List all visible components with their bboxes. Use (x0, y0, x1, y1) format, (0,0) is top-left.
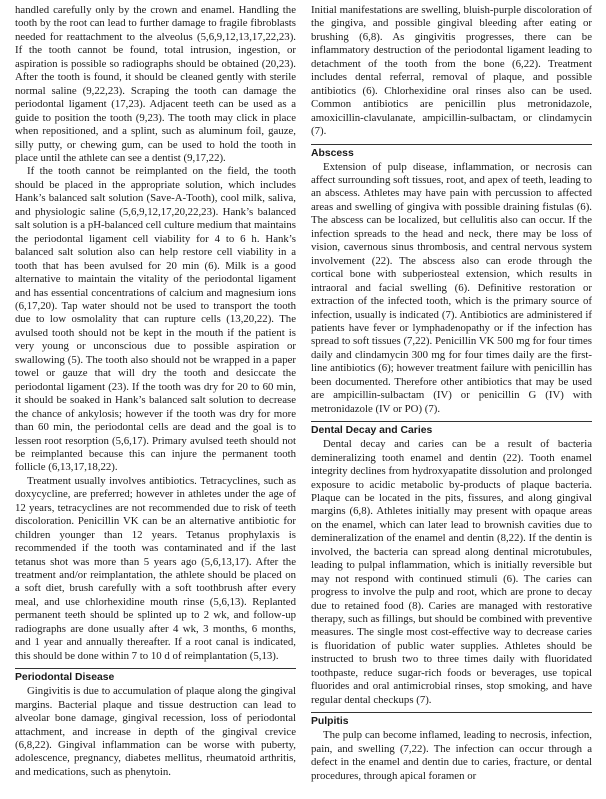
body-paragraph: If the tooth cannot be reimplanted on the field, the tooth should be placed in the appropriate solution, which includes Hank’s balanced salt solution (Save-A-Tooth), cool milk, saliva, and physiologic saline (5,6,9,12,17,20,22,23). Hank’s balanced salt solution is a pH-balanced cell culture medium that maintains the periodontal ligament cell viability for 4 to 6 h. Hank’s balanced salt solution also can help restore cell viability in a tooth that has been avulsed for 20 min (6). Milk is a good alternative to maintain the vitality of the periodontal ligament and has essential concentrations of calcium and magnesium ions (6,17,20). Tap water should not be used to transport the tooth due to low osmolality that can rupture cells (13,20,22). The avulsed tooth should not be kept in the mouth if the patient is very young or unconscious due to possible aspiration or swallowing (5). The tooth also should not be wrapped in a paper towel or gauze that will dry the tooth and desiccate the periodontal ligament (23). If the tooth was dry for 20 to 60 min, it should be soaked in Hank’s balanced salt solution to decrease the chance of ankylosis; however if the tooth was dry for more than 60 min, the periodontal cells are dead and the goal is to lessen root resorption (5,6,17). Primary avulsed teeth should not be reimplanted because this can injure the permanent tooth follicle (6,13,17,18,22). (15, 165, 296, 474)
section-heading-dental-decay: Dental Decay and Caries (311, 421, 592, 437)
body-paragraph: handled carefully only by the crown and enamel. Handling the tooth by the root can lead to further damage to fragile fibroblasts needed for reattachment to the alveolus (5,6,9,12,13,17,22,23). If the tooth cannot be found, total intrusion, ingestion, or aspiration is possible so radiographs should be obtained (20,23). After the tooth is found, it should be cleaned gently with sterile normal saline (9,22,23). Scraping the tooth can damage the periodontal ligament (17,23). Adjacent teeth can be used as a guide to position the tooth (9,23). The tooth may click in place when repositioned, and a splint, such as aluminum foil, gauze, silly putty, or chewing gum, can be used to hold the tooth in place until the athlete can see a dentist (9,17,22). (15, 4, 296, 164)
body-paragraph: Dental decay and caries can be a result of bacteria demineralizing tooth enamel and dentin (22). Tooth enamel integrity declines from hydroxyapatite dissolution and prolonged exposure to acidic metabolic by-products of plaque bacteria. Plaque can be located in the pits, fissures, and along gingival margins (6,8). Athletes initially may present with opaque areas on the enamel, which can later lead to brownish cavities due to demineralization of the enamel and dentin (8,22). If the dentin is involved, the bacteria can spread along dentinal microtubules, leading to pulpal inflammation, which is initially reversible but may not respond with continued stimuli (6). The caries can progress to involve the pulp and root, which are prone to decay due to retained food (8). Caries are managed with restorative therapy, such as fillings, but should be combined with preventive measures. The single most cost-effective way to decrease caries is fluoridation of public water supplies. Athletes should be instructed to brush two to three times daily with fluoridated toothpaste, reduce sugar-rich foods or beverages, use topical fluorides and oral antimicrobial rinses, stop smoking, and have regular dental checkups (7). (311, 438, 592, 706)
body-paragraph: Initial manifestations are swelling, bluish-purple discoloration of the gingiva, and possible gingival bleeding after eating or brushing (6,8). As gingivitis progresses, there can be inflammatory destruction of the periodontal ligament leading to detachment of the tooth from the bone (6,22). Treatment includes dental referral, removal of plaque, and possible antibiotics (6). Chlorhexidine oral rinses also can be used. Common antibiotics are penicillin plus metronidazole, amoxicillin-clavulanate, ampicillin-sulbactam, or clindamycin (7). (311, 4, 592, 138)
section-heading-abscess: Abscess (311, 144, 592, 160)
body-paragraph: The pulp can become inflamed, leading to necrosis, infection, pain, and swelling (7,22). The infection can occur through a defect in the enamel and dentin due to caries, fracture, or dental procedures, through apical foramen or (311, 729, 592, 782)
body-paragraph: Gingivitis is due to accumulation of plaque along the gingival margins. Bacterial plaque and tissue destruction can lead to alveolar bone damage, gingival recession, loss of periodontal attachment, and increase in depth of the gingival crevice (6,8,22). Gingival inflammation can be worse with puberty, adolescence, pregnancy, diabetes mellitus, rheumatoid arthritis, and medications, such as phenytoin. (15, 685, 296, 778)
body-paragraph: Extension of pulp disease, inflammation, or necrosis can affect surrounding soft tissues, root, and apex of teeth, leading to an abscess. Athletes may have pain with percussion to affected areas and swelling of gingiva with possible draining fistulas (6). The abscess can be localized, but cellulitis also can occur. If the infection spreads to the head and neck, there may be loss of vision, cavernous sinus thrombosis, and central nervous system involvement (22). The abscess also can erode through the cortical bone with subperiosteal extension, which results in intraoral and facial swelling (6). Definitive restoration or extraction of the infected tooth, which is the primary source of infection, usually is indicated (7). Antibiotics are administered if patients have fever or lymphadenopathy or if the infection has spread to soft tissues (7,22). Penicillin VK 500 mg for four times daily and clindamycin 300 mg for four times daily are the first-line antibiotics (6); however treatment failure with penicillin has been documented. Therefore other antibiotics that may be used are ampicillin-sulbactam (IV) or penicillin G (IV) with metronidazole (IV or PO) (7). (311, 160, 592, 415)
left-column (15, 4, 296, 799)
section-heading-pulpitis: Pulpitis (311, 712, 592, 728)
section-heading-periodontal-disease: Periodontal Disease (15, 668, 296, 684)
right-column (311, 4, 592, 799)
body-paragraph: Treatment usually involves antibiotics. Tetracyclines, such as doxycycline, are preferred; however in athletes under the age of 12 years, tetracyclines are not recommended due to risk of teeth discoloration. Penicillin VK can be an alternative antibiotic for children younger than 12 years. Tetanus prophylaxis is recommended if the tooth was contaminated and if the last tetanus shot was more than 5 years ago (5,6,13,17). After the treatment and/or reimplantation, the athlete should be placed on a soft diet, brush carefully with a soft toothbrush after every meal, and use chlorhexidine mouth rinse (5,6,13). Replanted permanent teeth should be splinted up to 2 wk, and follow-up radiographs are done usually after 4 wk, 3 months, 6 months, and 1 year and annually thereafter. If a root canal is indicated, this should be done within 7 to 10 d of reimplantation (5,13). (15, 474, 296, 662)
